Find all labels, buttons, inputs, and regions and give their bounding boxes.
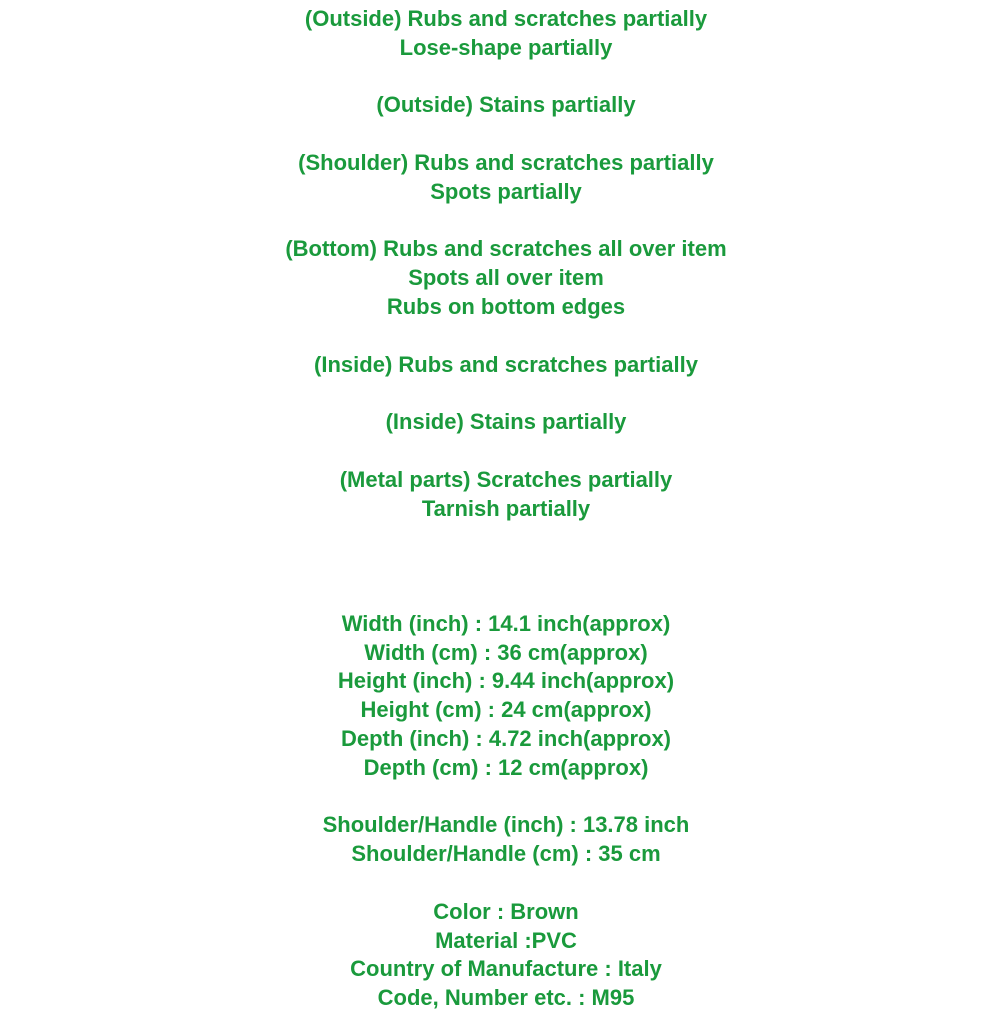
measurement-line: Height (cm) : 24 cm(approx)	[360, 697, 652, 723]
spacer	[0, 120, 1000, 149]
spacer	[0, 379, 1000, 408]
measurement-line: Width (cm) : 36 cm(approx)	[364, 639, 648, 665]
condition-line: (Shoulder) Rubs and scratches partially	[298, 149, 714, 175]
detail-color: Color : Brown	[433, 898, 579, 924]
condition-line: Spots partially	[430, 178, 582, 204]
condition-group-metal-parts	[0, 466, 1000, 524]
condition-group-outside-rubs	[0, 5, 1000, 63]
condition-line: Lose-shape partially	[399, 34, 613, 60]
condition-line: (Inside) Rubs and scratches partially	[314, 351, 698, 377]
measurement-line: Height (inch) : 9.44 inch(approx)	[337, 668, 675, 694]
condition-line: (Bottom) Rubs and scratches all over item	[285, 236, 727, 262]
spacer	[0, 207, 1000, 236]
shoulder-handle-line: Shoulder/Handle (cm) : 35 cm	[351, 841, 661, 867]
shoulder-handle-line: Shoulder/Handle (inch) : 13.78 inch	[322, 812, 690, 838]
spacer	[0, 869, 1000, 898]
condition-line: (Outside) Stains partially	[376, 92, 636, 118]
shoulder-handle-block	[0, 811, 1000, 869]
measurement-line: Depth (inch) : 4.72 inch(approx)	[340, 725, 672, 751]
condition-group-inside-rubs	[0, 351, 1000, 380]
spacer	[0, 783, 1000, 812]
detail-code: Code, Number etc. : M95	[377, 985, 635, 1011]
item-description-document	[0, 5, 1000, 1013]
condition-group-shoulder	[0, 149, 1000, 207]
condition-group-bottom	[0, 235, 1000, 321]
condition-line: (Metal parts) Scratches partially	[339, 466, 673, 492]
detail-country: Country of Manufacture : Italy	[350, 956, 662, 982]
measurements-block	[0, 610, 1000, 783]
condition-line: Spots all over item	[408, 265, 604, 291]
spacer	[0, 63, 1000, 92]
condition-line: (Outside) Rubs and scratches partially	[304, 6, 708, 31]
details-block	[0, 898, 1000, 1013]
condition-group-outside-stains	[0, 91, 1000, 120]
spacer	[0, 437, 1000, 466]
condition-line: (Inside) Stains partially	[385, 409, 627, 435]
condition-line: Rubs on bottom edges	[386, 293, 626, 319]
measurement-line: Depth (cm) : 12 cm(approx)	[363, 754, 649, 780]
spacer	[0, 523, 1000, 609]
measurement-line: Width (inch) : 14.1 inch(approx)	[341, 610, 671, 636]
condition-line: Tarnish partially	[421, 495, 591, 521]
spacer	[0, 322, 1000, 351]
condition-group-inside-stains	[0, 408, 1000, 437]
detail-material: Material :PVC	[435, 927, 577, 953]
